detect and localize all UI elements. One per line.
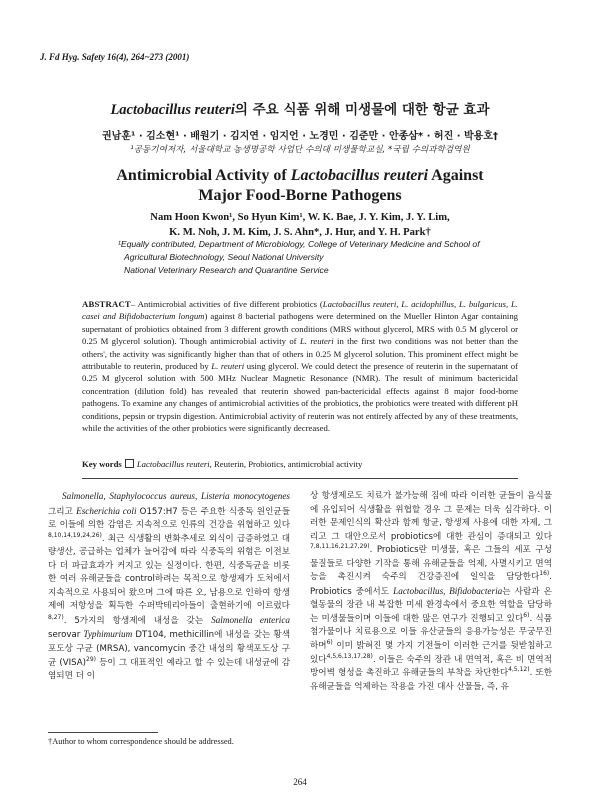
english-affiliation-line-3: National Veterinary Research and Quarantine Service [124, 265, 329, 275]
species-name: Salmonella enterica [211, 614, 290, 625]
citation: 6) [326, 639, 333, 647]
body-text: . Probiotics란 미생물, 혹은 그들의 세포 구성 물질들로 다양한 기작을 통해 유해균들을 억제, 사멸시키고 면역능을 촉진시켜 숙주의 건강증진에 일익을 담당한다 [310, 545, 552, 583]
korean-title [0, 98, 600, 119]
body-text: 상 항생제로도 치료가 불가능해 짐에 따라 이러한 균들이 음식물에 유입되어 식생활을 위협할 경우 그 문제는 더욱 심각하다. 이러한 문제인식의 확산과 함께 항균, 항생제 사용에 대한 자제, 그리고 그 대안으로서 probiotics에 대한 관심이 증대되고 있다 [310, 491, 552, 542]
body-text: . 최근 식생활의 변화추세로 외식이 급증하였고 대량생산, 공급하는 업체가 늘어감에 따라 식중독의 위험은 이전보다 더 파급효과가 커지고 있는 실정이다. 한편, 식중독균을 비롯한 여러 유해균들을 control하려는 목적으로 항생제가 도처에서 지속적으로 사용되어 왔으며 그에 따른 오, 남용으로 인하여 항생제에 저항성을 획득한 수퍼박테리아들이 출현하기에 이르렀다 [48, 533, 290, 612]
body-text: . 식품첨가물이나 치료용으로 이들 유산균들의 응용가능성은 무궁무진하며 [310, 613, 552, 652]
citation: 16) [539, 570, 550, 578]
body-text: . 또한 유해균들을 억제하는 작용을 가진 대사 산물들, 즉, 유 [310, 668, 552, 692]
citation: 4,5,12) [508, 666, 530, 674]
english-affiliation-line-1: ¹Equally contributed, Department of Microbiology, College of Veterinary Medicine and School of [118, 239, 480, 249]
journal-reference: J. Fd Hyg. Safety 16(4), 264~273 (2001) [40, 52, 190, 62]
keywords-label: Key words [82, 459, 122, 469]
footnote-divider [48, 732, 158, 733]
body-text: O157:H7 등은 주요한 식중독 원인균들로 이들에 의한 감염은 지속적으로 인류의 건강을 위협하고 있다 [48, 506, 290, 531]
body-text: . 5가지의 항생제에 내성을 갖는 [63, 615, 212, 626]
body-column-right [310, 490, 552, 694]
citation: 7,8,11,16,21,27,29) [310, 543, 370, 551]
korean-affiliation: ¹공동기여저자, 서울대학교 농생명공학 사업단 수의대 미생물학교실, *국립 수의과학검역원 [130, 145, 470, 155]
citation: 29) [86, 655, 97, 663]
abstract-label: ABSTRACT [82, 299, 131, 309]
korean-title-rest: 의 주요 식품 위해 미생물에 대한 항균 효과 [234, 102, 490, 118]
english-authors-line-2: K. M. Noh, J. M. Kim, J. S. Ahn*, J. Hur, and Y. H. Park† [169, 227, 431, 238]
body-text: 등이 그 대표적인 예라고 할 수 있는데 내성균에 감염되면 더 이 [48, 657, 290, 682]
english-title-line-1: Antimicrobial Activity of Lactobacillus reuteri Against [116, 167, 484, 184]
body-text: serovar [48, 630, 84, 641]
english-title-line-2: Major Food-Borne Pathogens [198, 187, 402, 204]
abstract: ABSTRACT– Antimicrobial activities of five different probiotics (Lactobacillus reuteri, L. acidophillus, L. bulgaricus, L. casei and Bifidobacterium longum) against 8 bacterial pathogens were determined on the Mueller Hinton Agar containing supernatant of probiotics obtained from 3 different growth conditions (MRS without glycerol, MRS with 0.5 M glycerol or 0.25 M glycerol solution). Though antimicrobial activity of L. reuteri in the first two conditions was not better than the others', the activity was significantly higher than that of others in 0.25 M glycerol solution. This prominent effect might be attributable to reuterin, produced by L. reuteri using glycerol. We could detect the presence of reuterin in the supernatant of 0.25 M glycerol solution with 500 MHz Nuclear Magnetic Resonance (NMR). The result of minimum bactericidal concentration (dilution fold) has revealed that reuterin showed pan-bactericidal effects against 8 major food-borne pathogens. To examine any changes of antimicrobial activities of the probiotics, the probiotics were treated with different pH conditions, pepsin or trypsin digestion. Antimicrobial activity of reuterin was not entirely affected by any of these treatments, while the activities of the other probiotics were significantly decreased. [82, 299, 519, 434]
body-text: 는 사람과 온혈동물의 장관 내 복잡한 미세 환경속에서 중요한 역할을 담당하는 미생물들이며 이들에 대한 많은 연구가 진행되고 있다 [310, 586, 552, 624]
correspondence-footnote: †Author to whom correspondence should be addressed. [48, 737, 234, 746]
korean-title-species: Lactobacillus reuteri [110, 102, 235, 118]
citation: 6) [523, 612, 530, 620]
keywords-box-icon [125, 459, 134, 468]
body-text: 이미 밝혀진 몇 가지 기전들이 이러한 근거를 뒷받침하고 있다 [310, 641, 552, 665]
citation: 8,27) [48, 614, 64, 622]
species-name: Lactobacillus, Bifidobacteria [393, 585, 503, 596]
korean-authors: 권남훈¹ · 김소현¹ · 배원기 · 김지연 · 임지언 · 노경민 · 김준만 · 안종삼* · 허진 · 박용호† [102, 131, 498, 142]
body-column-left [48, 490, 290, 684]
citation: 4,5,6,13,17,28) [326, 652, 373, 660]
body-text: DT104, methicillin에 내성을 갖는 황색 포도상 구균 (MRSA), vancomycin 중간 내성의 황색포도상 구균 (VISA) [48, 630, 290, 668]
body-text: 그리고 [48, 506, 77, 517]
english-affiliation [118, 238, 498, 277]
species-name: Salmonella, Staphylococcus aureus, Listeria monocytogenes [62, 491, 290, 501]
body-text: . 이들은 숙주의 장관 내 면역적, 혹은 비 면역적 방어벽 형성을 촉진하고 유해균들의 부착을 차단한다 [310, 654, 552, 679]
species-name: Typhimurium [83, 629, 133, 640]
english-authors-line-1: Nam Hoon Kwon¹, So Hyun Kim¹, W. K. Bae, J. Y. Kim, J. Y. Lim, [150, 212, 450, 223]
english-title-species: Lactobacillus reuteri [290, 167, 429, 184]
body-paragraph-left [48, 490, 290, 684]
abstract-divider [82, 478, 518, 479]
body-paragraph-right [310, 490, 552, 694]
keywords: Key words Lactobacillus reuteri, Reuterin, Probiotics, antimicrobial activity [82, 459, 363, 469]
body-text: . Probiotics 중에서도 [310, 572, 552, 597]
english-title [0, 166, 600, 206]
english-authors [0, 210, 600, 240]
page-number: 264 [293, 777, 307, 787]
english-affiliation-line-2: Agricultural Biotechnology, Seoul National University [124, 252, 324, 262]
species-name: Escherichia coli [76, 505, 137, 516]
citation: 8,10,14,19,24,26) [48, 531, 102, 539]
